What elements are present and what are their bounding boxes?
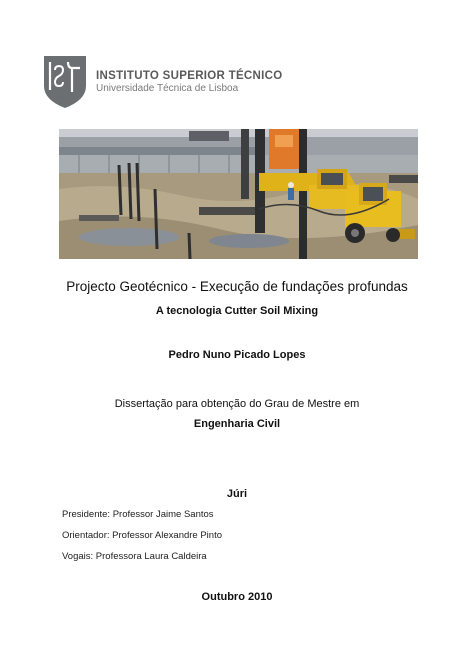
document-date: Outubro 2010 (201, 591, 273, 603)
dissertation-purpose: Dissertação para obtenção do Grau de Mestre em (114, 398, 360, 410)
institution-subname: Universidade Técnica de Lisboa (96, 83, 239, 94)
ist-logo-icon (44, 56, 86, 108)
jury-member-examiner: Vogais: Professora Laura Caldeira (62, 551, 207, 562)
construction-site-photo (59, 129, 418, 259)
document-title: Projecto Geotécnico - Execução de fundações profundas (66, 279, 408, 294)
author-name: Pedro Nuno Picado Lopes (168, 349, 306, 361)
degree-name: Engenharia Civil (193, 418, 281, 430)
institution-name: INSTITUTO SUPERIOR TÉCNICO (96, 70, 283, 82)
document-subtitle: A tecnologia Cutter Soil Mixing (155, 305, 319, 317)
jury-member-supervisor: Orientador: Professor Alexandre Pinto (62, 530, 223, 541)
jury-heading: Júri (226, 488, 248, 500)
jury-member-president: Presidente: Professor Jaime Santos (62, 509, 214, 520)
